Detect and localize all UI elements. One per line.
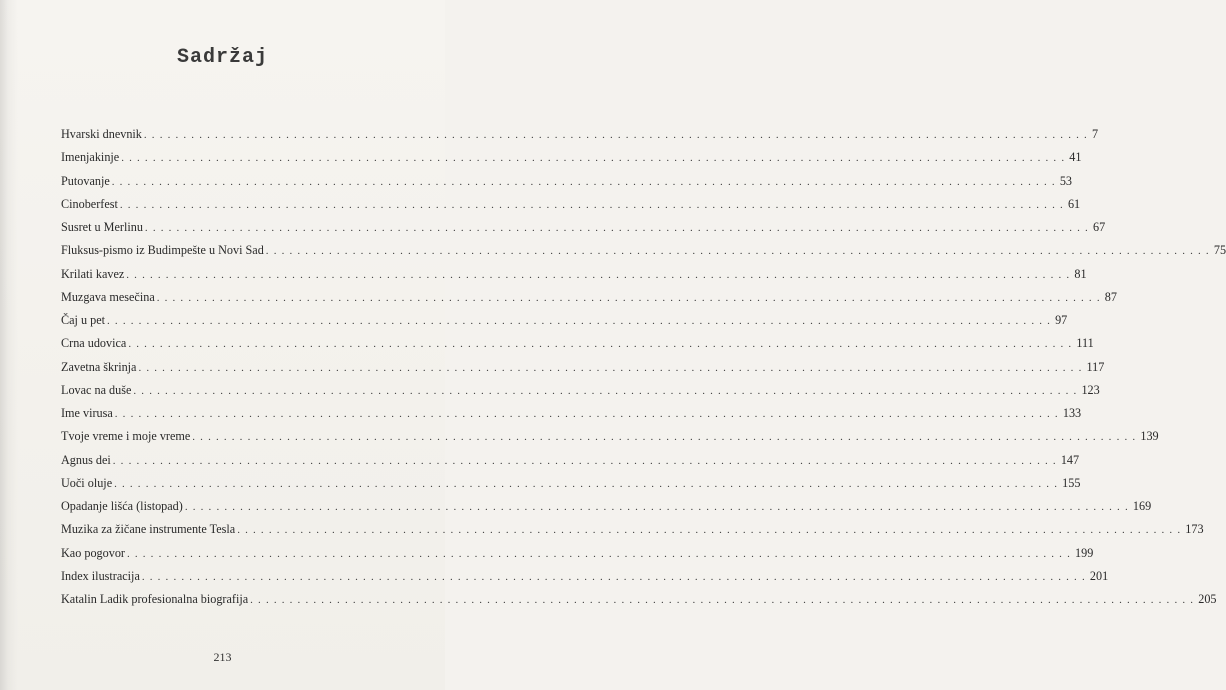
- toc-entry: [61, 216, 1106, 239]
- toc-entry: [61, 472, 1081, 495]
- toc-entry-page: 155: [1062, 475, 1081, 490]
- toc-entry-title: Krilati kavez: [61, 266, 125, 281]
- toc-entry-page: 201: [1089, 568, 1109, 583]
- toc-entry-title: Ime virusa: [61, 406, 113, 420]
- toc-leader-dots: . . . . . . . . . . . . . . . . . . . . . . . . . . . . . . . . . . . . . . . . . . . . . . . . . . . . . . . . . . . . . . . . . . . . . . . . . . . . . . . . . . . . . . . . . . . . . . . . . . . . . . . . . . . . . . . . . . . . . . . .: [133, 384, 1078, 397]
- page-title: Sadržaj: [176, 46, 268, 69]
- toc-entry-title: Opadanje lišća (listopad): [61, 499, 183, 513]
- toc-entry: [61, 518, 1204, 541]
- toc-entry-title: Kao pogovor: [61, 545, 125, 560]
- toc-leader-dots: . . . . . . . . . . . . . . . . . . . . . . . . . . . . . . . . . . . . . . . . . . . . . . . . . . . . . . . . . . . . . . . . . . . . . . . . . . . . . . . . . . . . . . . . . . . . . . . . . . . . . . . . . . . . . . . . . . . . . . . .: [126, 547, 1072, 560]
- toc-entry: [61, 123, 1099, 146]
- toc-entry-page: 117: [1086, 359, 1105, 374]
- toc-entry-title: Hvarski dnevnik: [61, 127, 142, 141]
- toc-entry-page: 173: [1185, 522, 1204, 537]
- toc-entry-title: Fluksus-pismo iz Budimpešte u Novi Sad: [61, 243, 264, 258]
- toc-entry-page: 205: [1198, 592, 1217, 606]
- toc-leader-dots: . . . . . . . . . . . . . . . . . . . . . . . . . . . . . . . . . . . . . . . . . . . . . . . . . . . . . . . . . . . . . . . . . . . . . . . . . . . . . . . . . . . . . . . . . . . . . . . . . . . . . . . . . . . . . . . . . . . . . . . .: [143, 129, 1088, 141]
- toc-entry: [61, 332, 1094, 355]
- toc-leader-dots: . . . . . . . . . . . . . . . . . . . . . . . . . . . . . . . . . . . . . . . . . . . . . . . . . . . . . . . . . . . . . . . . . . . . . . . . . . . . . . . . . . . . . . . . . . . . . . . . . . . . . . . . . . . . . . . . . . . . . . . .: [128, 338, 1073, 351]
- toc-entry-title: Susret u Merlinu: [61, 220, 143, 234]
- toc-leader-dots: . . . . . . . . . . . . . . . . . . . . . . . . . . . . . . . . . . . . . . . . . . . . . . . . . . . . . . . . . . . . . . . . . . . . . . . . . . . . . . . . . . . . . . . . . . . . . . . . . . . . . . . . . . . . . . . . . . . . . . . .: [141, 570, 1086, 583]
- toc-entry: [61, 263, 1087, 286]
- toc-leader-dots: . . . . . . . . . . . . . . . . . . . . . . . . . . . . . . . . . . . . . . . . . . . . . . . . . . . . . . . . . . . . . . . . . . . . . . . . . . . . . . . . . . . . . . . . . . . . . . . . . . . . . . . . . . . . . . . . . . . . . . . .: [112, 454, 1057, 467]
- toc-entry-page: 87: [1104, 289, 1117, 304]
- toc-entry: [61, 588, 1217, 611]
- page-number: 213: [213, 650, 232, 664]
- toc-entry: [61, 402, 1082, 425]
- toc-entry-title: Čaj u pet: [61, 313, 106, 327]
- toc-leader-dots: . . . . . . . . . . . . . . . . . . . . . . . . . . . . . . . . . . . . . . . . . . . . . . . . . . . . . . . . . . . . . . . . . . . . . . . . . . . . . . . . . . . . . . . . . . . . . . . . . . . . . . . . . . . . . . . . . . . . . . . .: [121, 152, 1066, 165]
- toc-entry-page: 199: [1075, 545, 1094, 560]
- toc-entry-page: 75: [1213, 243, 1226, 258]
- toc-entry: [61, 170, 1072, 193]
- toc-entry: [61, 565, 1109, 588]
- toc-leader-dots: . . . . . . . . . . . . . . . . . . . . . . . . . . . . . . . . . . . . . . . . . . . . . . . . . . . . . . . . . . . . . . . . . . . . . . . . . . . . . . . . . . . . . . . . . . . . . . . . . . . . . . . . . . . . . . . . . . . . . . . .: [192, 431, 1137, 444]
- toc-entry: [61, 146, 1082, 169]
- toc-entry-page: 133: [1062, 406, 1082, 420]
- toc-entry-title: Uoči oluje: [61, 475, 113, 490]
- toc-entry-page: 123: [1081, 382, 1100, 397]
- toc-entry-page: 41: [1069, 150, 1082, 165]
- toc-entry: [61, 379, 1100, 402]
- toc-entry-page: 169: [1132, 499, 1152, 513]
- toc-entry-title: Zavetna škrinja: [61, 359, 137, 374]
- toc-entry-page: 97: [1055, 313, 1068, 327]
- toc-entry-page: 111: [1076, 336, 1094, 351]
- toc-entry: [61, 193, 1081, 216]
- toc-entry-title: Imenjakinje: [61, 150, 120, 165]
- toc-leader-dots: . . . . . . . . . . . . . . . . . . . . . . . . . . . . . . . . . . . . . . . . . . . . . . . . . . . . . . . . . . . . . . . . . . . . . . . . . . . . . . . . . . . . . . . . . . . . . . . . . . . . . . . . . . . . . . . . . . . . . . . .: [237, 524, 1182, 537]
- toc-entry-title: Lovac na duše: [61, 382, 132, 397]
- toc-entry-title: Agnus dei: [61, 452, 111, 467]
- toc-entry-title: Crna udovica: [61, 336, 127, 351]
- toc-leader-dots: . . . . . . . . . . . . . . . . . . . . . . . . . . . . . . . . . . . . . . . . . . . . . . . . . . . . . . . . . . . . . . . . . . . . . . . . . . . . . . . . . . . . . . . . . . . . . . . . . . . . . . . . . . . . . . . . . . . . . . . .: [119, 198, 1064, 211]
- table-of-contents: [61, 123, 1226, 611]
- toc-entry-title: Cinoberfest: [61, 196, 118, 211]
- toc-entry-title: Tvoje vreme i moje vreme: [61, 429, 191, 444]
- toc-entry: [61, 309, 1068, 332]
- toc-entry-title: Index ilustracija: [61, 568, 140, 583]
- toc-entry-page: 53: [1059, 173, 1072, 188]
- toc-entry: [61, 356, 1105, 379]
- toc-entry: [61, 542, 1094, 565]
- toc-entry-page: 139: [1140, 429, 1159, 444]
- toc-leader-dots: . . . . . . . . . . . . . . . . . . . . . . . . . . . . . . . . . . . . . . . . . . . . . . . . . . . . . . . . . . . . . . . . . . . . . . . . . . . . . . . . . . . . . . . . . . . . . . . . . . . . . . . . . . . . . . . . . . . . . . . .: [184, 501, 1129, 513]
- toc-leader-dots: . . . . . . . . . . . . . . . . . . . . . . . . . . . . . . . . . . . . . . . . . . . . . . . . . . . . . . . . . . . . . . . . . . . . . . . . . . . . . . . . . . . . . . . . . . . . . . . . . . . . . . . . . . . . . . . . . . . . . . . .: [107, 315, 1052, 327]
- toc-entry: [61, 239, 1226, 262]
- toc-entry-page: 61: [1067, 196, 1081, 211]
- toc-leader-dots: . . . . . . . . . . . . . . . . . . . . . . . . . . . . . . . . . . . . . . . . . . . . . . . . . . . . . . . . . . . . . . . . . . . . . . . . . . . . . . . . . . . . . . . . . . . . . . . . . . . . . . . . . . . . . . . . . . . . . . . .: [265, 245, 1210, 258]
- spine-shadow: [0, 0, 18, 690]
- toc-entry-title: Muzika za žičane instrumente Tesla: [61, 522, 236, 537]
- toc-entry-page: 81: [1074, 266, 1087, 281]
- toc-leader-dots: . . . . . . . . . . . . . . . . . . . . . . . . . . . . . . . . . . . . . . . . . . . . . . . . . . . . . . . . . . . . . . . . . . . . . . . . . . . . . . . . . . . . . . . . . . . . . . . . . . . . . . . . . . . . . . . . . . . . . . . .: [126, 268, 1071, 281]
- toc-leader-dots: . . . . . . . . . . . . . . . . . . . . . . . . . . . . . . . . . . . . . . . . . . . . . . . . . . . . . . . . . . . . . . . . . . . . . . . . . . . . . . . . . . . . . . . . . . . . . . . . . . . . . . . . . . . . . . . . . . . . . . . .: [114, 477, 1059, 490]
- toc-leader-dots: . . . . . . . . . . . . . . . . . . . . . . . . . . . . . . . . . . . . . . . . . . . . . . . . . . . . . . . . . . . . . . . . . . . . . . . . . . . . . . . . . . . . . . . . . . . . . . . . . . . . . . . . . . . . . . . . . . . . . . . .: [156, 291, 1101, 304]
- toc-leader-dots: . . . . . . . . . . . . . . . . . . . . . . . . . . . . . . . . . . . . . . . . . . . . . . . . . . . . . . . . . . . . . . . . . . . . . . . . . . . . . . . . . . . . . . . . . . . . . . . . . . . . . . . . . . . . . . . . . . . . . . . .: [111, 175, 1056, 188]
- toc-leader-dots: . . . . . . . . . . . . . . . . . . . . . . . . . . . . . . . . . . . . . . . . . . . . . . . . . . . . . . . . . . . . . . . . . . . . . . . . . . . . . . . . . . . . . . . . . . . . . . . . . . . . . . . . . . . . . . . . . . . . . . . .: [250, 594, 1195, 606]
- toc-entry-page: 7: [1091, 127, 1099, 141]
- toc-entry: [61, 449, 1080, 472]
- toc-entry-title: Katalin Ladik profesionalna biografija: [61, 592, 249, 606]
- toc-entry-title: Muzgava mesečina: [61, 289, 155, 304]
- toc-entry-page: 67: [1092, 220, 1106, 234]
- toc-entry: [61, 425, 1159, 448]
- toc-entry-title: Putovanje: [61, 173, 110, 188]
- toc-entry-page: 147: [1060, 452, 1080, 467]
- toc-entry: [61, 495, 1152, 518]
- toc-leader-dots: . . . . . . . . . . . . . . . . . . . . . . . . . . . . . . . . . . . . . . . . . . . . . . . . . . . . . . . . . . . . . . . . . . . . . . . . . . . . . . . . . . . . . . . . . . . . . . . . . . . . . . . . . . . . . . . . . . . . . . . .: [114, 408, 1059, 420]
- toc-leader-dots: . . . . . . . . . . . . . . . . . . . . . . . . . . . . . . . . . . . . . . . . . . . . . . . . . . . . . . . . . . . . . . . . . . . . . . . . . . . . . . . . . . . . . . . . . . . . . . . . . . . . . . . . . . . . . . . . . . . . . . . .: [138, 361, 1083, 374]
- toc-leader-dots: . . . . . . . . . . . . . . . . . . . . . . . . . . . . . . . . . . . . . . . . . . . . . . . . . . . . . . . . . . . . . . . . . . . . . . . . . . . . . . . . . . . . . . . . . . . . . . . . . . . . . . . . . . . . . . . . . . . . . . . .: [144, 222, 1089, 234]
- toc-entry: [61, 286, 1117, 309]
